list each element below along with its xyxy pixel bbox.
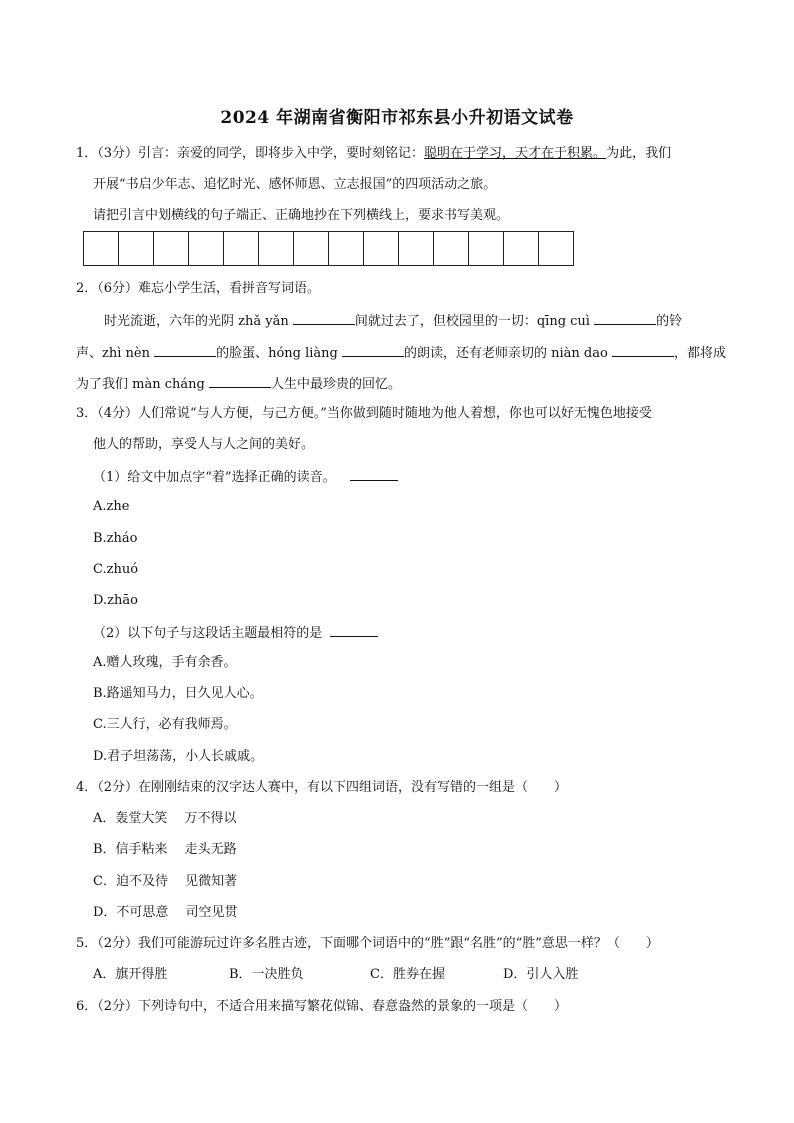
q1-line1: [76, 145, 671, 163]
q3-head: 3．（4分）人们常说“与人方便，与己方便。”当你做到随时随地为他人着想，你也可以好无愧色地接受: [76, 406, 652, 421]
q3-sub2-option-b[interactable]: B.路遥知马力，日久见人心。: [93, 686, 263, 701]
grid-cell[interactable]: [223, 231, 258, 266]
q1-underlined-sentence: 聪明在于学习，天才在于积累。: [424, 146, 607, 161]
q1-prefix: 1．（3分）引言：亲爱的同学，即将步入中学，要时刻铭记：: [76, 146, 425, 161]
q3-sub1-option-a[interactable]: A.zhe: [93, 499, 130, 514]
grid-cell[interactable]: [468, 231, 503, 266]
q2-text-1b: 间就过去了，但校园里的一切：qīng cuì: [354, 314, 595, 329]
q6-head: 6．（2分）下列诗句中，不适合用来描写繁花似锦、春意盎然的景象的一项是（ ）: [76, 999, 568, 1014]
q5-option-c[interactable]: C．胜券在握: [370, 967, 445, 982]
grid-cell[interactable]: [363, 231, 398, 266]
q2-head: 2．（6分）难忘小学生活，看拼音写词语。: [76, 281, 321, 296]
q3-sub2-option-a[interactable]: A.赠人玫瑰，手有余香。: [93, 655, 237, 670]
answer-blank[interactable]: [330, 623, 378, 637]
grid-cell[interactable]: [433, 231, 468, 266]
q2-text-2c: 的朗读，还有老师亲切的 niàn dao: [404, 346, 612, 361]
grid-cell[interactable]: [188, 231, 223, 266]
q4-head: 4．（2分）在刚刚结束的汉字达人赛中，有以下四组词语，没有写错的一组是（ ）: [76, 780, 568, 795]
q2-text-2d: ，都将成: [673, 346, 726, 361]
grid-cell[interactable]: [153, 231, 188, 266]
grid-cell[interactable]: [83, 231, 118, 266]
answer-blank[interactable]: [154, 343, 216, 357]
q4-option-b[interactable]: B．信手粘来 走头无路: [93, 842, 237, 857]
q2-line3: [76, 374, 401, 394]
answer-blank[interactable]: [350, 467, 398, 481]
q3-sub1-option-d[interactable]: D.zhāo: [93, 593, 138, 608]
answer-blank[interactable]: [209, 374, 271, 388]
grid-cell[interactable]: [398, 231, 433, 266]
q2-text-2b: 的脸蛋、hóng liàng: [216, 346, 343, 361]
q5-options: [93, 966, 578, 984]
grid-cell[interactable]: [118, 231, 153, 266]
q3-sub1-text: （1）给文中加点字“着”选择正确的读音。: [93, 470, 336, 485]
q5-option-d[interactable]: D．引人入胜: [503, 967, 579, 982]
answer-blank[interactable]: [293, 311, 355, 325]
q2-line2: [76, 343, 726, 363]
answer-blank[interactable]: [612, 343, 674, 357]
q5-option-a[interactable]: A．旗开得胜: [93, 967, 168, 982]
q5-option-b[interactable]: B．一决胜负: [229, 967, 304, 982]
q2-text-3b: 人生中最珍贵的回忆。: [270, 377, 401, 392]
q3-sub2: [93, 623, 378, 643]
q2-text-2a: 声、zhì nèn: [76, 346, 155, 361]
q4-option-a[interactable]: A．轰堂大笑 万不得以: [93, 811, 237, 826]
q4-option-d[interactable]: D．不可思意 司空见贯: [93, 905, 238, 920]
q3-sub1: [93, 467, 398, 487]
q2-text-1c: 的铃: [656, 314, 683, 329]
q3-sub2-option-c[interactable]: C.三人行，必有我师焉。: [93, 717, 237, 732]
q5-head: 5．（2分）我们可能游玩过许多名胜古迹，下面哪个词语中的“胜”跟“名胜”的“胜”意思一样？（ ）: [76, 936, 659, 951]
grid-cell[interactable]: [258, 231, 293, 266]
grid-cell[interactable]: [503, 231, 538, 266]
q3-sub2-option-d[interactable]: D.君子坦荡荡，小人长戚戚。: [93, 749, 264, 764]
q2-text-3a: 为了我们 màn cháng: [76, 377, 209, 392]
answer-blank[interactable]: [342, 343, 404, 357]
q2-text-1a: 时光流逝，六年的光阴 zhǎ yǎn: [104, 314, 293, 329]
q3-sub1-option-c[interactable]: C.zhuó: [93, 562, 139, 577]
page-title: 2024 年湖南省衡阳市祁东县小升初语文试卷: [220, 108, 574, 128]
q1-suffix: 为此，我们: [606, 146, 672, 161]
q3-sub2-text: （2）以下句子与这段话主题最相符的是: [93, 626, 323, 641]
q1-line2: 开展“书启少年志、追忆时光、感怀师恩、立志报国”的四项活动之旅。: [93, 177, 497, 192]
answer-blank[interactable]: [594, 311, 656, 325]
q1-line3: 请把引言中划横线的句子端正、正确地抄在下列横线上，要求书写美观。: [93, 208, 510, 223]
q3-sub1-option-b[interactable]: B.zháo: [93, 531, 138, 546]
grid-cell[interactable]: [293, 231, 328, 266]
q2-line1: [104, 311, 682, 331]
writing-grid[interactable]: [83, 231, 574, 266]
grid-cell[interactable]: [328, 231, 363, 266]
q4-option-c[interactable]: C．迫不及待 见微知著: [93, 874, 238, 889]
grid-cell[interactable]: [538, 231, 574, 266]
q3-head2: 他人的帮助，享受人与人之间的美好。: [93, 437, 315, 452]
